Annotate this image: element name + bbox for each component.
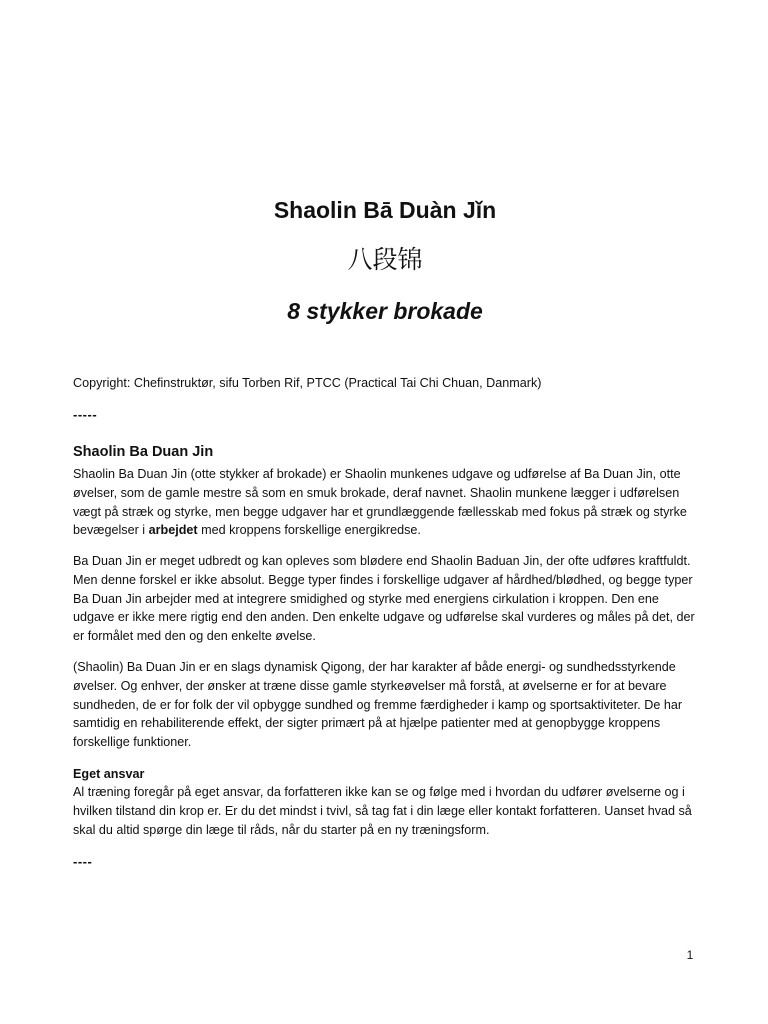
paragraph-qigong: (Shaolin) Ba Duan Jin er en slags dynamisk Qigong, der har karakter af både energi- og sundhedsstyrkende øvelser. Og enhver, der ønsker at træne disse gamle styrkeøvelser må forstå, at øvelserne er for at bevare sundheden, de er for folk der vil opbygge sundhed og fremme færdigheder i kamp og sportsaktiviteter. De har samtidig en rehabiliterende effekt, der sigter primært på at hjælpe patienter med at genopbygge kroppens forskellige funktioner. xyxy=(73,660,683,750)
paragraph-text: med kroppens forskellige energikredse. xyxy=(197,523,421,538)
subheading-responsibility: Eget ansvar xyxy=(73,767,145,781)
paragraph-intro xyxy=(73,465,697,540)
section-divider: ---- xyxy=(73,854,93,869)
page-number: 1 xyxy=(686,948,694,962)
section-heading: Shaolin Ba Duan Jin xyxy=(73,444,214,460)
bold-word: arbejdet xyxy=(148,523,198,538)
copyright-line: Copyright: Chefinstruktør, sifu Torben Rif, PTCC (Practical Tai Chi Chuan, Danmark) xyxy=(73,376,542,390)
document-title: Shaolin Bā Duàn Jǐn xyxy=(273,197,497,223)
section-divider: ----- xyxy=(73,407,98,422)
paragraph-comparison: Ba Duan Jin er meget udbredt og kan opleves som blødere end Shaolin Baduan Jin, der ofte udføres kraftfuldt. Men denne forskel er ikke absolut. Begge typer findes i forskellige udgaver af hårdhed/blødhed, og begge typer Ba Duan Jin arbejder med at integrere smidighed og styrke med energiens cirkulation i kroppen. Den ene udgave er ikke mere rigtig end den anden. Den enkelte udgave og udførelse skal vurderes og måles på det, der er formålet med den og den enkelte øvelse. xyxy=(73,554,695,644)
paragraph-responsibility: Al træning foregår på eget ansvar, da forfatteren ikke kan se og følge med i hvordan du udfører øvelserne og i hvilken tilstand din krop er. Er du det mindst i tvivl, så tag fat i din læge eller kontakt forfatteren. Uanset hvad så skal du altid spørge din læge til råds, når du starter på en ny træningsform. xyxy=(73,785,692,837)
document-subtitle: 8 stykker brokade xyxy=(287,298,483,324)
document-title-chinese: 八段锦 xyxy=(347,245,423,274)
paragraph-text: Shaolin Ba Duan Jin (otte stykker af brokade) er Shaolin munkenes udgave og udførelse af Ba Duan Jin, otte øvelser, som de gamle mestre så som en smuk brokade, deraf navnet. Shaolin munkene lægger i udførelsen vægt på stræk og styrke, men begge udgaver har et grundlæggende fællesskab med fokus på stræk og styrke bevægelser i xyxy=(73,467,687,538)
